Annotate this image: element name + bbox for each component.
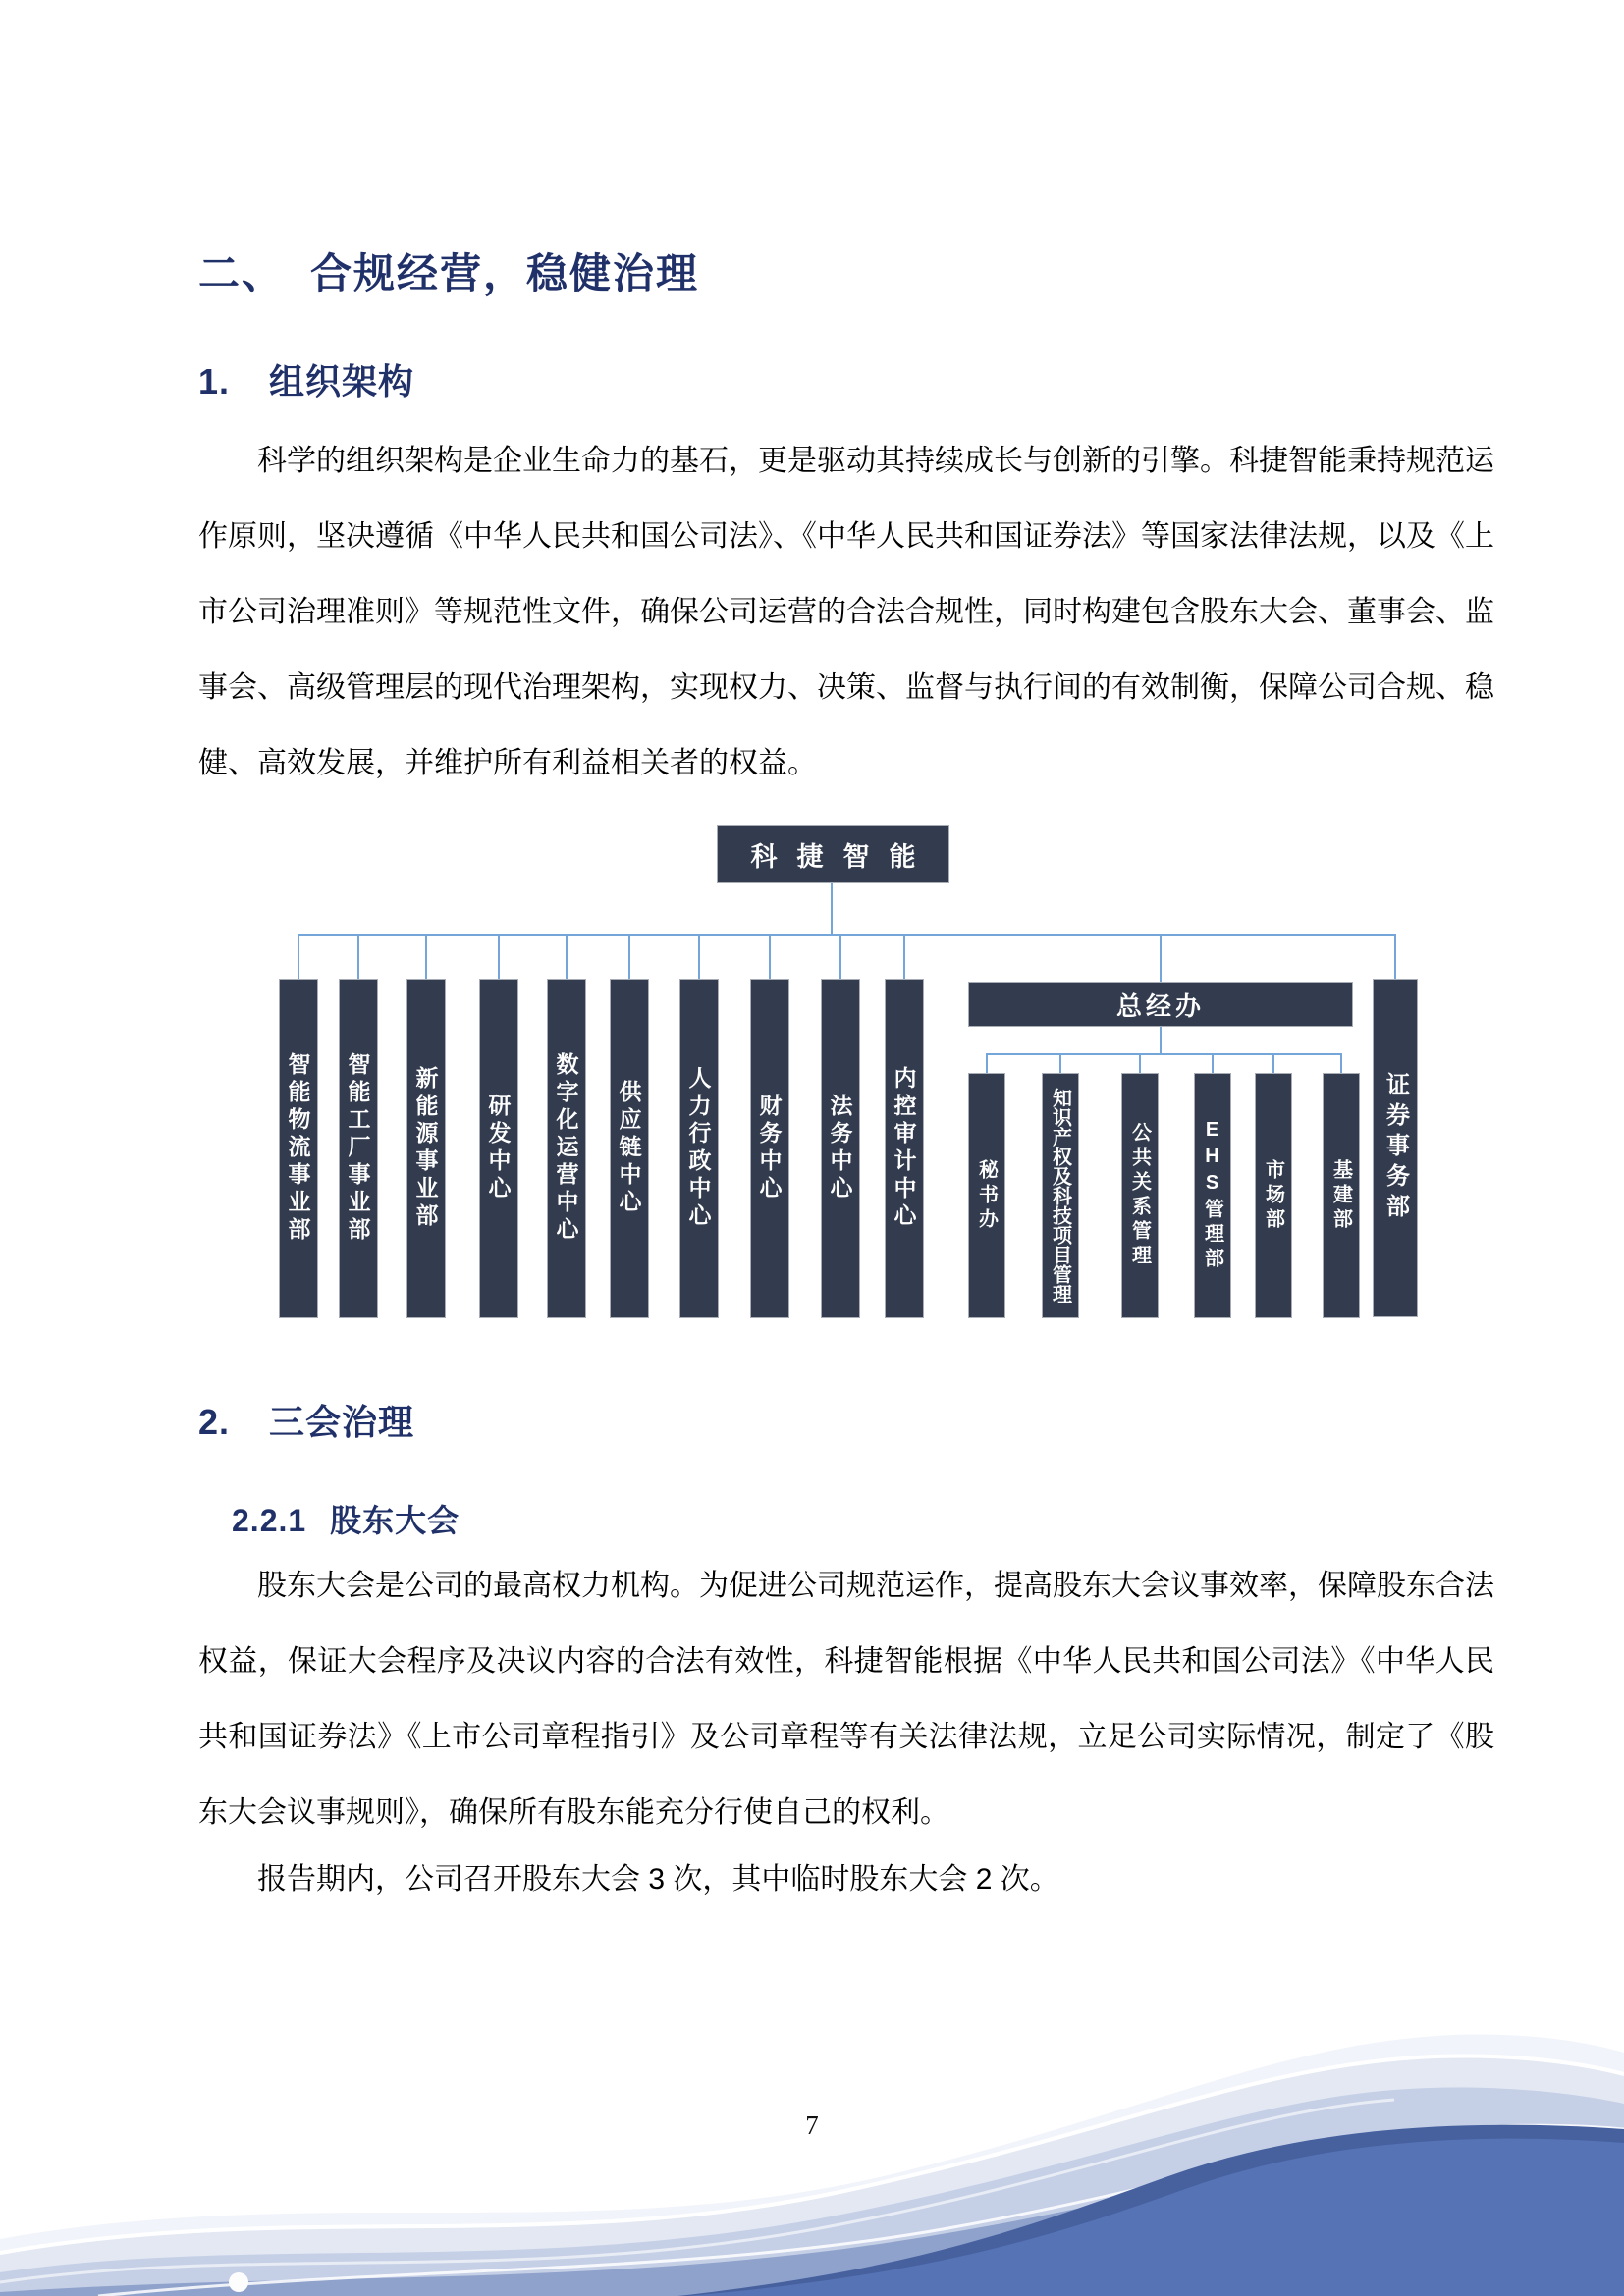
org-chart-box-label: 总经办: [1115, 990, 1205, 1021]
org-chart-box-level1-1: [339, 979, 378, 1318]
org-chart-box-label: 新能源事业部: [412, 1066, 439, 1231]
org-chart-box-label: 法务中心: [827, 1094, 853, 1203]
org-chart-box-label: 数字化运营中心: [553, 1052, 579, 1245]
wave-dot: [229, 2272, 248, 2292]
org-chart-box-office-child-0: [968, 1073, 1005, 1318]
org-chart-connector: [298, 934, 1396, 936]
org-chart-connector: [1160, 1027, 1162, 1053]
subsection-text: 股东大会: [330, 1503, 460, 1538]
org-chart-box-level1-8: [821, 979, 860, 1318]
org-chart-box-level1-4: [547, 979, 586, 1318]
org-chart-box-label: 财务中心: [756, 1094, 783, 1203]
org-chart-box-label: EHS管理部: [1201, 1119, 1223, 1272]
org-chart-box-office-child-4: [1255, 1073, 1292, 1318]
org-chart-connector: [839, 934, 841, 979]
org-chart-box-root: [717, 825, 949, 883]
section-1-text: 组织架构: [269, 361, 415, 401]
org-chart-connector: [698, 934, 700, 979]
paragraph-shareholder-meeting: 股东大会是公司的最高权力机构。为促进公司规范运作，提高股东大会议事效率，保障股东合法权益，保证大会程序及决议内容的合法有效性，科捷智能根据《中华人民共和国公司法》《中华人民共和国证券法》《上市公司章程指引》及公司章程等有关法律法规，立足公司实际情况，制定了《股东大会议事规则》，确保所有股东能充分行使自己的权利。: [198, 1570, 1494, 1829]
section-1-heading: [198, 361, 414, 401]
org-chart-box-label: 供应链中心: [616, 1080, 642, 1217]
org-chart-connector: [986, 1053, 988, 1073]
subsection-heading: [232, 1503, 460, 1539]
org-chart-connector: [498, 934, 500, 979]
org-chart-box-level1-0: [279, 979, 318, 1318]
paragraph-meeting-count: 报告期内，公司召开股东大会 3 次，其中临时股东大会 2 次。: [257, 1863, 1059, 1896]
org-chart-connector: [1340, 1053, 1342, 1073]
org-chart-connector: [1059, 1053, 1061, 1073]
org-chart-box-level1-6: [679, 979, 719, 1318]
org-chart-connector: [769, 934, 771, 979]
org-chart-connector: [1160, 934, 1162, 982]
main-heading: [198, 250, 699, 297]
main-heading-number: 二、: [198, 250, 286, 296]
org-chart-box-label: 科捷智能: [750, 841, 936, 872]
org-chart-box-level1-9: [885, 979, 924, 1318]
org-chart-box-level1-2: [406, 979, 446, 1318]
org-chart-box-label: 人力行政中心: [685, 1066, 712, 1231]
org-chart-box-label: 内控审计中心: [891, 1066, 917, 1231]
org-chart-box-label: 秘书办: [975, 1158, 998, 1233]
org-chart-box-office-child-3: [1194, 1073, 1231, 1318]
subsection-number: 2.2.1: [232, 1503, 307, 1538]
org-chart-connector: [987, 1053, 1341, 1055]
org-chart-box-office-child-5: [1323, 1073, 1360, 1318]
org-chart-box-label: 知识产权及科技项目管理: [1049, 1088, 1071, 1304]
org-chart-box-label: 基建部: [1329, 1158, 1352, 1233]
section-2-number: 2.: [198, 1402, 231, 1442]
page-number: 7: [805, 2110, 819, 2140]
org-chart-box-label: 智能物流事业部: [285, 1052, 311, 1245]
paragraph-governance-overview: 科学的组织架构是企业生命力的基石，更是驱动其持续成长与创新的引擎。科捷智能秉持规范运作原则，坚决遵循《中华人民共和国公司法》、《中华人民共和国证券法》等国家法律法规，以及《上市公司治理准则》等规范性文件，确保公司运营的合法合规性，同时构建包含股东大会、董事会、监事会、高级管理层的现代治理架构，实现权力、决策、监督与执行间的有效制衡，保障公司合规、稳健、高效发展，并维护所有利益相关者的权益。: [198, 445, 1494, 779]
org-chart-connector: [1394, 934, 1396, 979]
org-chart-box-label: 智能工厂事业部: [345, 1052, 371, 1245]
org-chart-connector: [1272, 1053, 1274, 1073]
section-2-heading: [198, 1402, 414, 1442]
org-chart-connector: [357, 934, 359, 979]
org-chart-box-securities: [1373, 979, 1418, 1317]
org-chart-connector: [1212, 1053, 1214, 1073]
section-1-number: 1.: [198, 361, 231, 401]
org-chart-box-label: 研发中心: [485, 1094, 512, 1203]
org-chart-connector: [1139, 1053, 1141, 1073]
org-chart-box-label: 市场部: [1262, 1158, 1284, 1233]
org-chart-connector: [831, 883, 833, 934]
org-chart-box-office-child-1: [1042, 1073, 1079, 1318]
footer-wave-decoration: [0, 1972, 1624, 2296]
org-chart: [0, 823, 1624, 1325]
org-chart-box-office-child-2: [1121, 1073, 1159, 1318]
org-chart-box-level1-7: [750, 979, 789, 1318]
org-chart-connector: [903, 934, 905, 979]
org-chart-box-level1-3: [479, 979, 518, 1318]
section-2-text: 三会治理: [269, 1402, 415, 1442]
org-chart-box-label: 证券事务部: [1381, 1072, 1409, 1224]
org-chart-connector: [566, 934, 568, 979]
org-chart-box-label: 公共关系管理: [1128, 1122, 1151, 1269]
main-heading-text: 合规经营，稳健治理: [310, 250, 700, 296]
org-chart-box-general-office: [968, 982, 1353, 1027]
org-chart-connector: [628, 934, 630, 979]
org-chart-box-level1-5: [610, 979, 649, 1318]
org-chart-connector: [425, 934, 427, 979]
org-chart-connector: [298, 934, 299, 979]
